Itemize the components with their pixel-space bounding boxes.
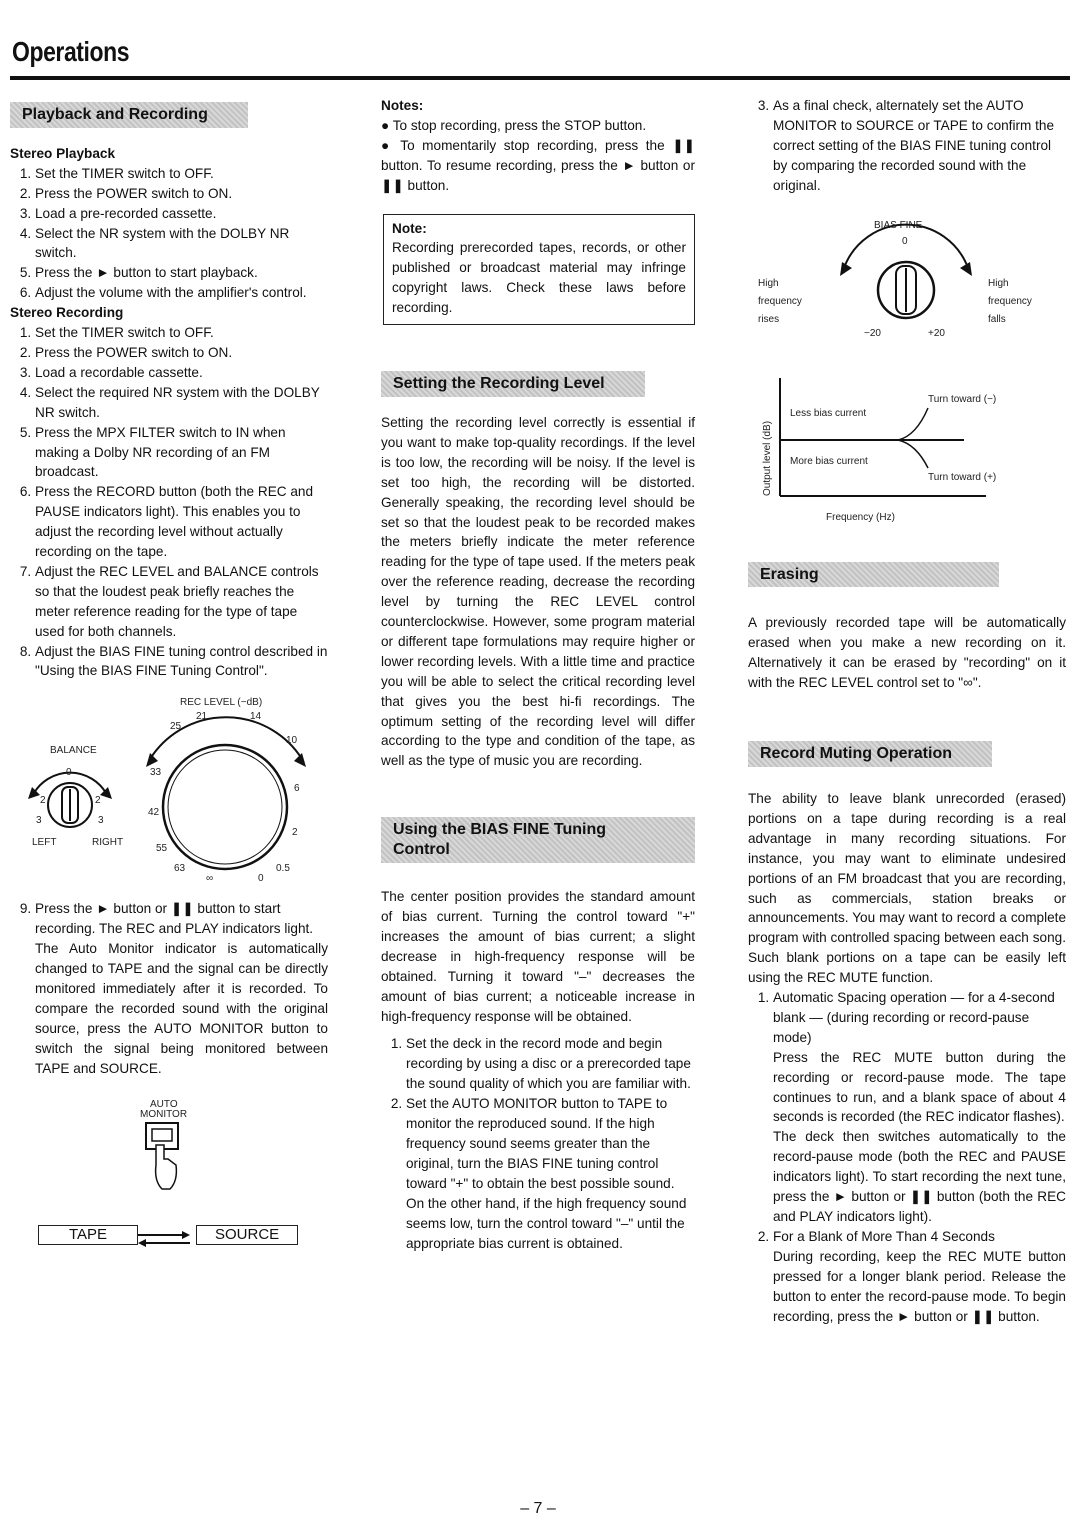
section-heading-erasing: Erasing — [748, 562, 999, 588]
rec-level-label: REC LEVEL (−dB) — [180, 697, 263, 709]
auto-monitor-label-2: MONITOR — [140, 1108, 188, 1120]
auto-monitor-button — [146, 1123, 178, 1189]
recording-level-text: Setting the recording level correctly is essential if you want to make top-quality recordings. If the level is too low, the recording will be noisy. If the level is set too high, the recording will be distorted. Generally speaking, the recording level should be set so that the loudest peak to be recorded makes the meters briefly indicate the meter reference reading for the type of tape used. If the meters peak over the reference reading, decrease the recording level by turning the REC LEVEL control counterclockwise. However, some program material or different tape formulations may require higher or lower recording levels. With a little time and practice you will be able to select the critical recording level that gives you the best hi-fi recordings. The optimum setting of the recording level will differ according to the type and condition of the tape, as well as the type of music you are recording. — [381, 414, 695, 769]
bias-plus-tick: +20 — [928, 327, 945, 339]
balance-tick: 3 — [36, 815, 42, 827]
notes-title: Notes: — [381, 98, 424, 113]
bias-minus-tick: −20 — [864, 327, 881, 339]
list-item: 4. Select the required NR system with the DOLBY NR switch. — [35, 383, 328, 423]
list-item: 9. Press the ► button or ❚❚ button to start recording. The REC and PLAY indicators light. — [35, 899, 328, 939]
page-title: Operations — [12, 36, 130, 67]
rec-level-knob — [146, 718, 306, 870]
source-label: SOURCE — [196, 1225, 298, 1245]
rec-tick: 2 — [292, 827, 298, 839]
right-label-line: High — [988, 277, 1009, 289]
list-item: 7. Adjust the REC LEVEL and BALANCE controls so that the loudest peak briefly reaches the meter reference reading for the type of tape used for both channels. — [35, 562, 328, 642]
rec-tick: ∞ — [206, 873, 214, 885]
list-item: 2. Press the POWER switch to ON. — [35, 184, 328, 204]
bias-fine-figure — [748, 206, 1066, 346]
list-item: 1. Set the TIMER switch to OFF. — [35, 323, 328, 343]
left-label: LEFT — [32, 837, 57, 849]
stereo-recording-title: Stereo Recording — [10, 305, 124, 321]
bias-fine-step-3 — [748, 96, 1066, 196]
list-item: 1. Set the deck in the record mode and begin recording by using a disc or a prerecorded tape the sound quality of which you are familiar with. — [406, 1034, 695, 1094]
turn-plus-label: Turn toward (+) — [928, 471, 997, 483]
muting-item-1-text-2: The deck then switches automatically to the record-pause mode (both the REC and PAUSE indicators light). To start recording the next tune, press the ► button or ❚❚ button (both the REC and PLAY indicators light). — [773, 1129, 1066, 1224]
page-number: – 7 – — [520, 1500, 556, 1517]
section-heading-recording-level: Setting the Recording Level — [381, 371, 645, 397]
list-item: ● To stop recording, press the STOP button. — [381, 117, 647, 133]
left-label-line: High — [758, 277, 779, 289]
graph-x-label: Frequency (Hz) — [826, 511, 895, 523]
auto-monitor-label-1: AUTO — [150, 1098, 178, 1110]
bias-fine-text: The center position provides the standard amount of bias current. Turning the control toward "+" increases the amount of bias current; a slight decrease in high-frequency response will be obtained. Turning it toward "–" decreases the amount of bias current; a noticeable increase in high-frequency response will be obtained. — [381, 889, 695, 1024]
rec-tick: 33 — [150, 767, 162, 779]
muting-item-1-title: 1. Automatic Spacing operation — for a 4-second blank — (during recording or record-pause mode) — [773, 990, 1055, 1045]
balance-tick: 2 — [40, 795, 46, 807]
list-item: 3. As a final check, alternately set the AUTO MONITOR to SOURCE or TAPE to confirm the correct setting of the BIAS FINE tuning control by comparing the recorded sound with the original. — [773, 96, 1066, 196]
rec-tick: 0.5 — [276, 863, 290, 875]
bias-fine-title: BIAS FINE — [874, 219, 923, 231]
list-item: 5. Press the MPX FILTER switch to IN when making a Dolby NR recording of an FM broadcast. — [35, 423, 328, 483]
left-label-line: frequency — [758, 295, 802, 307]
notes-list — [381, 116, 695, 196]
section-heading-playback: Playback and Recording — [10, 102, 248, 128]
left-label-line: rises — [758, 313, 780, 325]
rec-tick: 6 — [294, 783, 300, 795]
graph-y-label: Output level (dB) — [762, 420, 773, 496]
list-item: 2. Set the AUTO MONITOR button to TAPE to monitor the reproduced sound. If the high frequency sound seems greater than the original, turn the BIAS FINE tuning control toward "+" to obtain the best possible sound. On the other hand, if the high frequency sound seems low, turn the control toward "–" until the appropriate bias current is obtained. — [406, 1094, 695, 1253]
note-box-text: Recording prerecorded tapes, records, or other published or broadcast material may infringe copyright laws. Check these laws before recording. — [392, 240, 686, 316]
muting-item-2-title: 2. For a Blank of More Than 4 Seconds — [773, 1228, 995, 1244]
rec-tick: 0 — [258, 873, 264, 885]
list-item: 3. Load a pre-recorded cassette. — [35, 204, 328, 224]
right-label-line: falls — [988, 313, 1006, 325]
muting-item-2-text: During recording, keep the REC MUTE button pressed for a longer blank period. Release the button to enter the record-pause mode. To begin recording, press the ► button or ❚❚ button. — [773, 1248, 1066, 1324]
record-muting-steps — [748, 988, 1066, 1326]
column-2 — [381, 96, 695, 1253]
balance-tick: 3 — [98, 815, 104, 827]
copyright-note-box — [383, 214, 695, 326]
right-label-line: frequency — [988, 295, 1032, 307]
column-3 — [748, 96, 1066, 1326]
bias-fine-steps — [381, 1034, 695, 1253]
list-item: ● To momentarily stop recording, press the ❚❚ button. To resume recording, press the ► button or ❚❚ button. — [381, 137, 695, 193]
balance-label: BALANCE — [50, 745, 97, 757]
right-label: RIGHT — [92, 837, 124, 849]
rec-tick: 42 — [148, 807, 160, 819]
list-item — [773, 988, 1066, 1227]
rec-tick: 63 — [174, 863, 186, 875]
list-item: 6. Adjust the volume with the amplifier's control. — [35, 283, 328, 303]
recording-steps — [10, 323, 328, 681]
more-bias-label: More bias current — [790, 455, 868, 467]
list-item: 4. Select the NR system with the DOLBY NR switch. — [35, 224, 328, 264]
muting-item-1-text-1: Press the REC MUTE button during the recording or record-pause mode. The tape continues to run, and a blank space of about 4 seconds is recorded (the REC indicator flashes). — [773, 1049, 1066, 1125]
rec-tick: 14 — [250, 711, 262, 723]
erasing-text: A previously recorded tape will be automatically erased when you make a new recording on it. Alternatively it can be erased by "recording" on it with the REC LEVEL control set to "∞". — [748, 615, 1066, 691]
section-heading-record-muting: Record Muting Operation — [748, 741, 992, 767]
balance-tick: 0 — [66, 767, 72, 779]
less-bias-label: Less bias current — [790, 407, 867, 419]
rec-tick: 55 — [156, 843, 168, 855]
list-item: 5. Press the ► button to start playback. — [35, 263, 328, 283]
balance-tick: 2 — [95, 795, 101, 807]
record-muting-text: The ability to leave blank unrecorded (erased) portions on a tape during recording is a real advantage in many recording situations. For instance, you may want to eliminate undesired portions of an FM broadcast that you are recording, such as commercials, station breaks or announcements. You may want to record a complete program with controlled spacing between each song. Such blank portions on a tape can be easily left using the REC MUTE function. — [748, 790, 1066, 986]
list-item: 8. Adjust the BIAS FINE tuning control described in "Using the BIAS FINE Tuning Control". — [35, 642, 328, 682]
rec-tick: 10 — [286, 735, 298, 747]
tape-label: TAPE — [38, 1225, 138, 1245]
section-heading-bias-fine: Using the BIAS FINE Tuning Control — [381, 817, 695, 863]
list-item: 1. Set the TIMER switch to OFF. — [35, 164, 328, 184]
note-box-title: Note: — [392, 220, 427, 236]
bias-center-tick: 0 — [902, 235, 908, 247]
list-item: 3. Load a recordable cassette. — [35, 363, 328, 383]
stereo-playback-title: Stereo Playback — [10, 145, 116, 161]
list-item: 6. Press the RECORD button (both the REC and PAUSE indicators light). This enables you to adjust the recording level without actually recording on the tape. — [35, 482, 328, 562]
bias-response-graph — [748, 356, 1066, 526]
turn-minus-label: Turn toward (−) — [928, 393, 997, 405]
rec-tick: 21 — [196, 711, 208, 723]
step9-paragraph: The Auto Monitor indicator is automatically changed to TAPE and the signal can be directly monitored immediately after it is recorded. To compare the recorded sound with the original source, press the AUTO MONITOR button to switch the signal being monitored between TAPE and SOURCE. — [35, 941, 328, 1076]
rec-tick: 25 — [170, 721, 182, 733]
title-rule — [10, 76, 1070, 80]
list-item — [773, 1227, 1066, 1327]
column-1 — [10, 96, 328, 1247]
recording-step-9 — [10, 899, 328, 939]
playback-steps — [10, 164, 328, 303]
list-item: 2. Press the POWER switch to ON. — [35, 343, 328, 363]
rec-level-balance-figure — [10, 695, 328, 895]
